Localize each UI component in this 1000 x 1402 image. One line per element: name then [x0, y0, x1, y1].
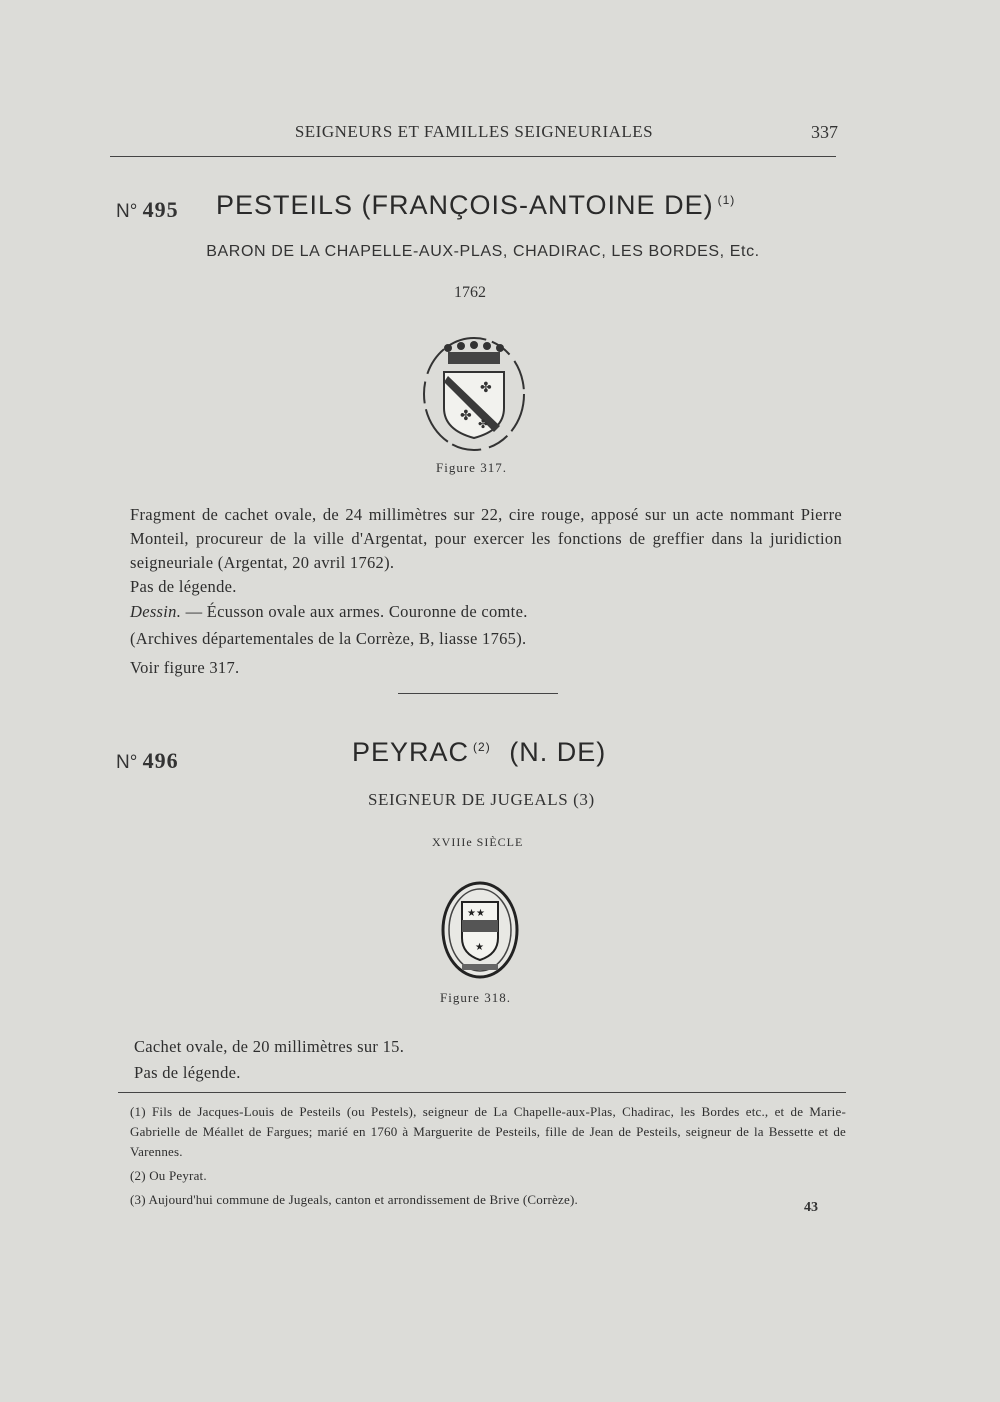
- description-paragraph: Fragment de cachet ovale, de 24 millimètres sur 22, cire rouge, apposé sur un acte nommant Pierre Monteil, procureur de la ville d'Argentat, pour exercer les fonctions de greffier dans la juridiction seigneuriale (Argentat, 20 avril 1762).: [130, 505, 842, 572]
- running-title: SEIGNEURS ET FAMILLES SEIGNEURIALES: [294, 122, 654, 141]
- entry-titles-496: SEIGNEUR DE JUGEALS (3): [368, 790, 595, 809]
- entry-description-495: [130, 503, 842, 575]
- shield-icon: [444, 372, 504, 438]
- entry-name-496: [352, 737, 606, 768]
- entry-number-496: [116, 748, 179, 774]
- entry-name-text: PESTEILS (FRANÇOIS-ANTOINE DE): [216, 190, 714, 220]
- entry-number-495: [116, 197, 179, 223]
- number-prefix: N°: [116, 201, 138, 222]
- header-rule: [110, 156, 836, 157]
- entry-description-496: Cachet ovale, de 20 millimètres sur 15.: [134, 1037, 405, 1056]
- svg-text:★: ★: [475, 942, 484, 953]
- number-prefix: N°: [116, 752, 138, 773]
- footnotes: [130, 1102, 846, 1210]
- entry-name-495: [216, 190, 735, 221]
- shield-icon: [462, 902, 498, 960]
- drawing-label: Dessin.: [130, 602, 182, 621]
- seal-figure-318: [440, 880, 520, 980]
- footnote-2: (2) Ou Peyrat.: [130, 1168, 207, 1183]
- seal-figure-317: [418, 330, 530, 454]
- crest-base-icon: [462, 964, 498, 970]
- footnote-ref-1: (1): [717, 193, 736, 207]
- see-figure-495: Voir figure 317.: [130, 658, 240, 677]
- legend-496: Pas de légende.: [134, 1063, 241, 1082]
- drawing-text: — Écusson ovale aux armes. Couronne de comte.: [181, 602, 528, 621]
- entry-name-suffix: (N. DE): [509, 737, 607, 767]
- svg-text:✤: ✤: [480, 380, 492, 396]
- figure-caption-318: Figure 318.: [440, 990, 511, 1005]
- signature-mark: 43: [804, 1200, 818, 1215]
- drawing-495: [130, 600, 528, 624]
- footnote-1: (1) Fils de Jacques-Louis de Pesteils (ou Pestels), seigneur de La Chapelle-aux-Plas, Chadirac, les Bordes etc., et de Marie-Gabrielle de Méallet de Fargues; marié en 1760 à Marguerite de Pesteils, fille de Jean de Pesteils, seigneur de la Bessette et de Varennes.: [130, 1104, 846, 1159]
- footnote-rule: [118, 1092, 846, 1093]
- entry-century-496: XVIIIe SIÈCLE: [432, 835, 524, 849]
- legend-495: Pas de légende.: [130, 577, 237, 596]
- entry-date-495: 1762: [454, 284, 486, 301]
- entry-name-text: PEYRAC: [352, 737, 470, 767]
- svg-text:★★: ★★: [467, 908, 485, 919]
- section-divider: [398, 693, 558, 694]
- svg-text:✤: ✤: [478, 417, 489, 431]
- number-value: 495: [142, 197, 179, 222]
- footnote-ref-2: (2): [473, 740, 491, 754]
- page-number: 337: [811, 122, 838, 142]
- footnote-3: (3) Aujourd'hui commune de Jugeals, canton et arrondissement de Brive (Corrèze).: [130, 1192, 578, 1207]
- crown-icon: [444, 341, 504, 364]
- svg-text:✤: ✤: [460, 408, 472, 424]
- number-value: 496: [142, 748, 179, 773]
- entry-titles-495: BARON DE LA CHAPELLE-AUX-PLAS, CHADIRAC, LES BORDES, Etc.: [206, 243, 760, 260]
- archives-495: (Archives départementales de la Corrèze, B, liasse 1765).: [130, 629, 527, 648]
- figure-caption-317: Figure 317.: [436, 460, 507, 475]
- running-head: [110, 118, 838, 148]
